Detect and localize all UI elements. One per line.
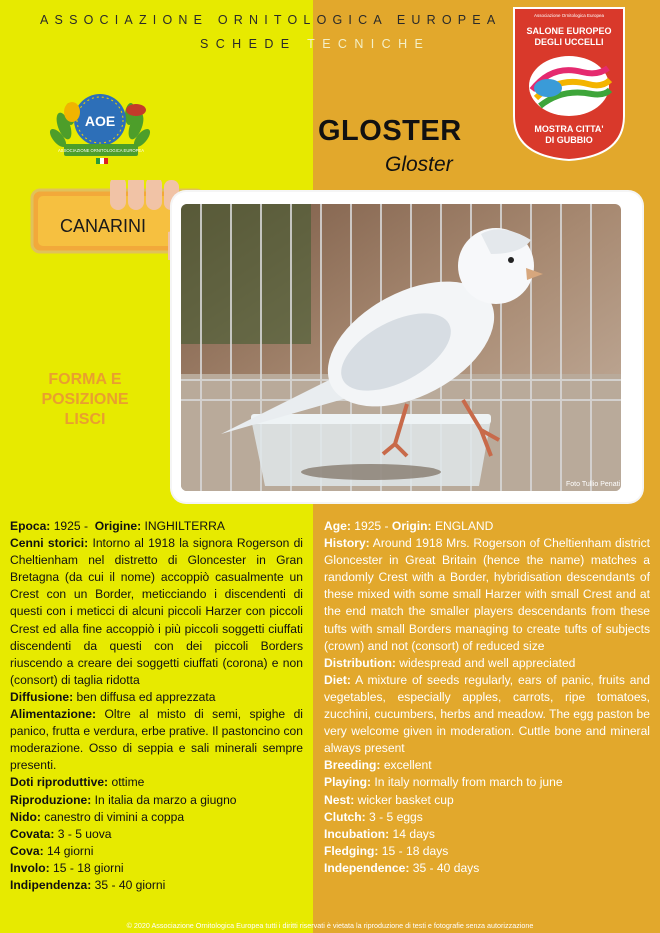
badge-top-text: Associazione Ornitologica Europea: [533, 13, 605, 18]
distribution-value: widespread and well appreciated: [399, 655, 576, 670]
covata-row: [10, 826, 303, 843]
origin-value: ENGLAND: [434, 519, 494, 533]
doti-row: [10, 774, 303, 791]
doti-label: Doti riproduttive:: [10, 775, 109, 790]
independence-label: Independence:: [324, 860, 410, 875]
involo-label: Involo:: [10, 860, 50, 875]
independence-value: 35 - 40 days: [412, 860, 480, 875]
nest-value: wicker basket cup: [357, 792, 454, 807]
epoca-label: Epoca:: [10, 519, 51, 533]
english-description: [324, 518, 650, 877]
breed-subtitle: Gloster: [385, 153, 453, 176]
badge-title-line1: SALONE EUROPEO: [526, 26, 612, 36]
cenni-value: Intorno al 1918 la signora Rogerson di Cheltienham nel distretto di Gloncester in Gran Bretagna (da cui il nome) accoppiò casualmente un Crest con un Border, meticciando i discendenti di questi con i meticci di alcuni piccoli Harzer con piccoli Crest ed alla fine accoppiò i più piccoli soggetti ciuffati discendenti da questi con dei piccoli Borders riuscendo a creare dei soggetti ciuffati (corona) e non (consort) di taglia ridotta: [10, 536, 303, 687]
incubation-value: 14 days: [392, 826, 435, 841]
clutch-value: 3 - 5 eggs: [369, 809, 423, 824]
covata-label: Covata:: [10, 826, 55, 841]
riproduzione-label: Riproduzione:: [10, 792, 92, 807]
canary-photo: [181, 204, 621, 491]
breeding-value: excellent: [383, 758, 432, 773]
doti-value: ottime: [111, 775, 145, 790]
clutch-row: [324, 809, 650, 826]
distribution-row: [324, 655, 650, 672]
header-association-name: ASSOCIAZIONE ORNITOLOGICA EUROPEA: [40, 13, 502, 27]
nest-row: [324, 792, 650, 809]
diet-row: [324, 672, 650, 757]
epoca-value: 1925 -: [53, 519, 88, 533]
playing-label: Playing:: [324, 775, 372, 790]
diffusione-row: [10, 689, 303, 706]
indipendenza-row: [10, 877, 303, 894]
involo-value: 15 - 18 giorni: [53, 860, 124, 875]
alimentazione-label: Alimentazione:: [10, 707, 97, 722]
header-word-tecniche: TECNICHE: [307, 37, 431, 51]
aoe-logo: [44, 86, 164, 168]
age-value: 1925 -: [354, 519, 389, 533]
copyright-footer: © 2020 Associazione Ornitologica Europea tutti i diritti riservati è vietata la riproduzione di testi e fotografie senza autorizzazione: [126, 921, 534, 930]
diet-value: A mixture of seeds regularly, ears of panic, fruits and vegetables, especially apples, carrots, ripe tomatoes, zucchini, cucumbers, herbs and meadow. The egg paston be very welcome given in moderation. Cuttle bone and mineral always present: [324, 672, 650, 756]
diet-label: Diet:: [324, 672, 351, 687]
covata-value: 3 - 5 uova: [57, 826, 112, 841]
riproduzione-row: [10, 792, 303, 809]
independence-row: [324, 860, 650, 877]
diffusione-value: ben diffusa ed apprezzata: [76, 689, 216, 704]
breeding-row: [324, 757, 650, 774]
nido-value: canestro di vimini a coppa: [44, 809, 185, 824]
group-line3: LISCI: [64, 411, 106, 428]
group-label: [22, 370, 148, 430]
breeding-label: Breeding:: [324, 758, 381, 773]
cova-row: [10, 843, 303, 860]
distribution-label: Distribution:: [324, 655, 396, 670]
header-word-schede: SCHEDE: [200, 37, 297, 51]
age-row: [324, 518, 650, 535]
incubation-row: [324, 826, 650, 843]
indipendenza-label: Indipendenza:: [10, 877, 92, 892]
alimentazione-row: [10, 706, 303, 774]
category-label: CANARINI: [60, 216, 147, 236]
history-label: History:: [324, 536, 370, 551]
nido-row: [10, 809, 303, 826]
header-section-title: [200, 37, 430, 51]
nido-label: Nido:: [10, 809, 41, 824]
origine-label: Origine:: [94, 519, 142, 533]
aoe-logo-text: ASSOCIAZIONE ORNITOLOGICA EUROPEA: [57, 148, 145, 153]
fledging-label: Fledging:: [324, 843, 379, 858]
cenni-label: Cenni storici:: [10, 536, 89, 551]
age-label: Age:: [324, 519, 351, 533]
involo-row: [10, 860, 303, 877]
aoe-logo-abbr: AOE: [84, 113, 116, 129]
italian-description: [10, 518, 303, 894]
cova-value: 14 giorni: [46, 843, 94, 858]
history-value: Around 1918 Mrs. Rogerson of Cheltienham district Gloncester in Great Britain (hence the name) matches a randomly Crest with a Border, hybridisation descendants of these mixed with some small Harzer with small Crest and at the end match the smaller players descendants from these tufts with small Borders managing to create tufts of subjects (crown) and not (consort) of reduced size: [324, 536, 650, 653]
nest-label: Nest:: [324, 792, 355, 807]
origine-value: INGHILTERRA: [144, 519, 225, 533]
riproduzione-value: In italia da marzo a giugno: [94, 792, 237, 807]
group-line2: POSIZIONE: [41, 391, 129, 408]
breed-title: GLOSTER: [318, 115, 462, 147]
salone-europeo-badge: [512, 6, 626, 162]
playing-value: In italy normally from march to june: [374, 775, 563, 790]
badge-bottom-line1: MOSTRA CITTA': [534, 124, 604, 134]
epoca-row: [10, 518, 303, 535]
indipendenza-value: 35 - 40 giorni: [94, 877, 166, 892]
cenni-row: [10, 535, 303, 689]
clutch-label: Clutch:: [324, 809, 366, 824]
origin-label: Origin:: [391, 519, 432, 533]
badge-title-line2: DEGLI UCCELLI: [534, 37, 604, 47]
fledging-row: [324, 843, 650, 860]
diffusione-label: Diffusione:: [10, 689, 74, 704]
cova-label: Cova:: [10, 843, 44, 858]
playing-row: [324, 774, 650, 791]
badge-bottom-line2: DI GUBBIO: [545, 135, 593, 145]
alimentazione-value: Oltre al misto di semi, spighe di panico, frutta e verdura, erbe prative. Il pastoncino con moderazione. Osso di seppia e sali minerali sempre presenti.: [10, 707, 303, 773]
fledging-value: 15 - 18 days: [381, 843, 449, 858]
group-line1: FORMA E: [48, 371, 122, 388]
history-row: [324, 535, 650, 655]
photo-credit: Foto Tullio Penati: [566, 481, 621, 488]
incubation-label: Incubation:: [324, 826, 390, 841]
